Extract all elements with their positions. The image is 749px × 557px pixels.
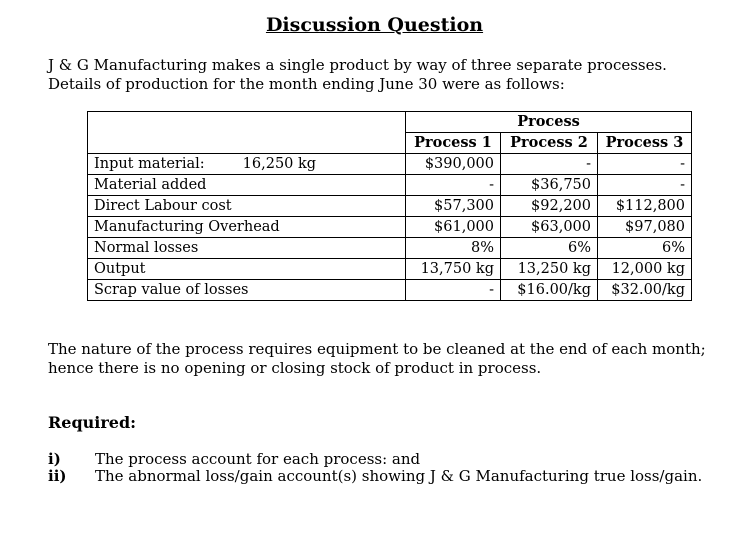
row-label: Direct Labour cost xyxy=(88,196,406,217)
cell-process-3: $97,080 xyxy=(598,217,692,238)
table-row xyxy=(88,175,692,196)
table-row xyxy=(88,259,692,280)
cell-process-1: $61,000 xyxy=(406,217,501,238)
cell-process-2: - xyxy=(501,154,598,175)
row-label-quantity: 16,250 kg xyxy=(242,156,317,172)
nature-paragraph: The nature of the process requires equipment to be cleaned at the end of each month; hence there is no opening or closing stock of product in process. xyxy=(48,340,706,377)
group-header-process: Process xyxy=(406,112,692,133)
required-item-number: ii) xyxy=(48,467,67,485)
row-label-text: Input material: xyxy=(94,156,205,172)
col-header-process-2: Process 2 xyxy=(501,133,598,154)
row-label: Scrap value of losses xyxy=(88,280,406,301)
cell-process-1: - xyxy=(406,175,501,196)
required-heading: Required: xyxy=(48,413,137,432)
row-label: Output xyxy=(88,259,406,280)
cell-process-3: - xyxy=(598,175,692,196)
table-corner-cell xyxy=(88,112,406,133)
cell-process-3: - xyxy=(598,154,692,175)
table-corner-cell-lower xyxy=(88,133,406,154)
cell-process-2: $63,000 xyxy=(501,217,598,238)
table-row xyxy=(88,238,692,259)
process-table xyxy=(87,111,692,301)
cell-process-1: 13,750 kg xyxy=(406,259,501,280)
table-column-header-row xyxy=(88,133,692,154)
cell-process-2: $16.00/kg xyxy=(501,280,598,301)
table-group-header-row xyxy=(88,112,692,133)
row-label: Normal losses xyxy=(88,238,406,259)
required-item-number: i) xyxy=(48,450,61,468)
cell-process-2: $92,200 xyxy=(501,196,598,217)
cell-process-3: 12,000 kg xyxy=(598,259,692,280)
required-item-text: The abnormal loss/gain account(s) showing J & G Manufacturing true loss/gain. xyxy=(95,467,703,485)
table-row xyxy=(88,280,692,301)
table-row xyxy=(88,196,692,217)
cell-process-1: - xyxy=(406,280,501,301)
required-item xyxy=(48,467,702,486)
cell-process-3: 6% xyxy=(598,238,692,259)
page-title: Discussion Question xyxy=(265,14,484,36)
table-row xyxy=(88,154,692,175)
row-label: Material added xyxy=(88,175,406,196)
row-label: Manufacturing Overhead xyxy=(88,217,406,238)
table-row xyxy=(88,217,692,238)
col-header-process-3: Process 3 xyxy=(598,133,692,154)
cell-process-3: $32.00/kg xyxy=(598,280,692,301)
cell-process-2: $36,750 xyxy=(501,175,598,196)
cell-process-1: 8% xyxy=(406,238,501,259)
col-header-process-1: Process 1 xyxy=(406,133,501,154)
intro-paragraph: J & G Manufacturing makes a single product by way of three separate processes. Details of production for the month ending June 30 were as follows: xyxy=(48,56,667,93)
cell-process-2: 6% xyxy=(501,238,598,259)
required-item-text: The process account for each process: and xyxy=(95,450,421,468)
cell-process-1: $390,000 xyxy=(406,154,501,175)
row-label xyxy=(88,154,406,175)
cell-process-3: $112,800 xyxy=(598,196,692,217)
cell-process-2: 13,250 kg xyxy=(501,259,598,280)
cell-process-1: $57,300 xyxy=(406,196,501,217)
